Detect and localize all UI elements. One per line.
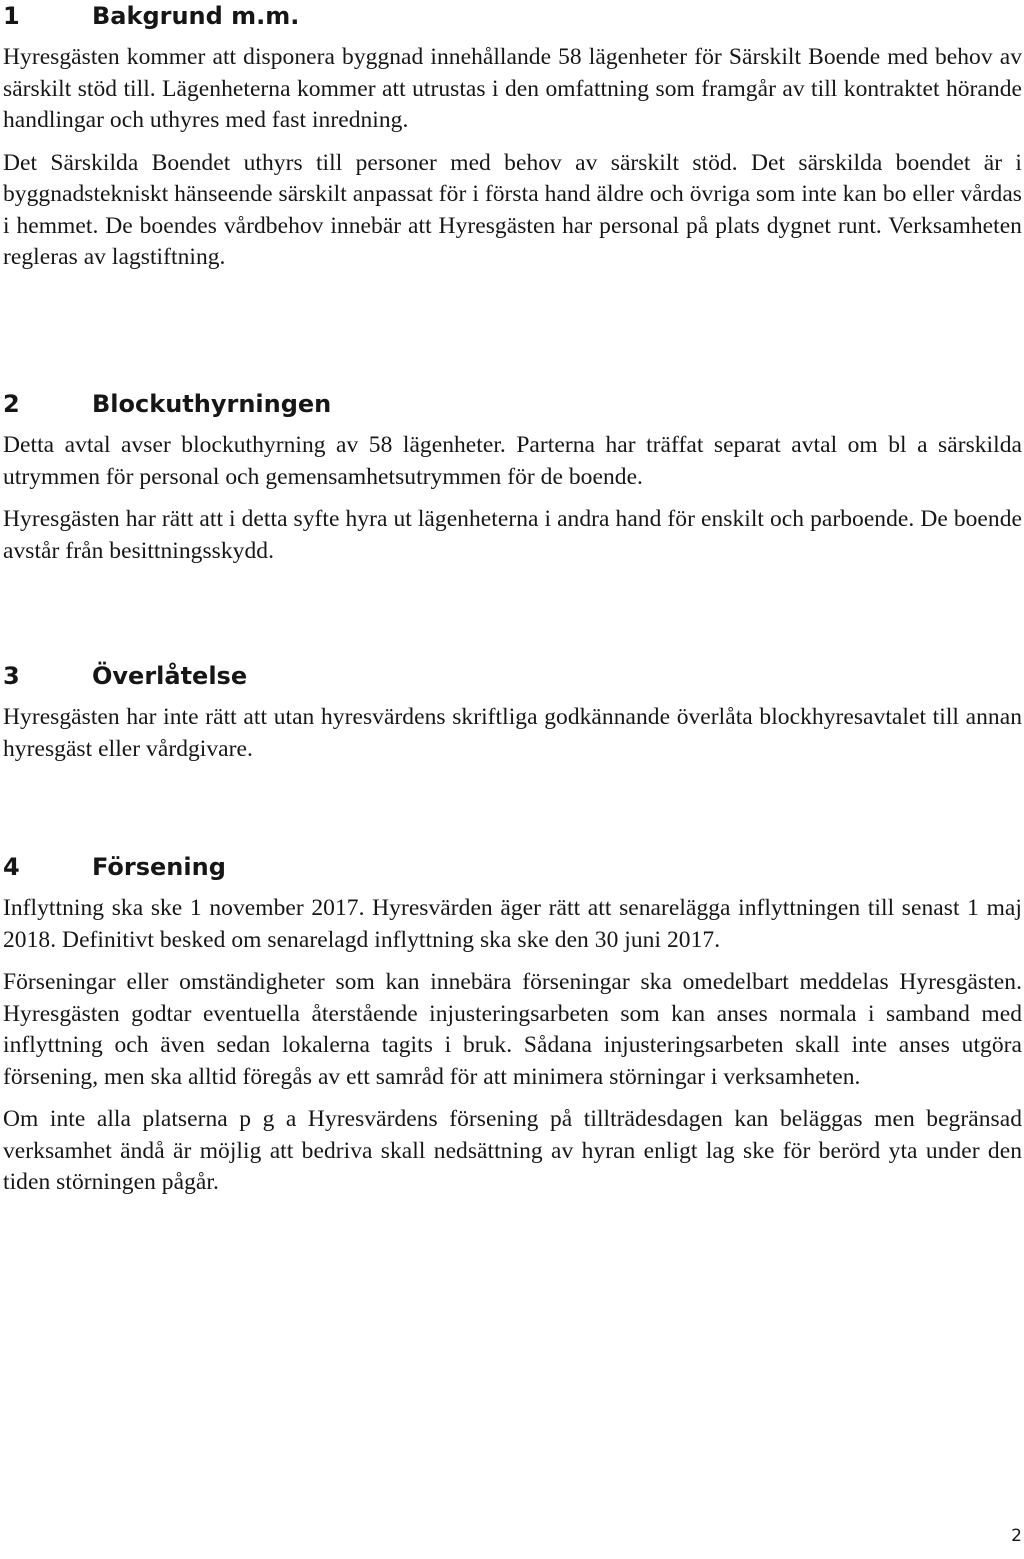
paragraph: Inflyttning ska ske 1 november 2017. Hyresvärden äger rätt att senarelägga inflyttningen till senast 1 maj 2018. Definitivt besked om senarelagd inflyttning ska ske den 30 juni 2017. (3, 895, 1022, 953)
section-number: 1 (3, 2, 20, 30)
paragraph: Hyresgästen har rätt att i detta syfte hyra ut lägenheterna i andra hand för enskilt och parboende. De boende avstår från besittningsskydd. (3, 506, 1022, 564)
paragraph: Hyresgästen kommer att disponera byggnad innehållande 58 lägenheter för Särskilt Boende med behov av särskilt stöd till. Lägenheterna kommer att utrustas i den omfattning som framgår av till kontraktet hörande handlingar och uthyres med fast inredning. (3, 44, 1022, 133)
section-2 (3, 389, 1022, 578)
section-title: Överlåtelse (92, 662, 248, 690)
section-heading (3, 1, 1022, 31)
paragraph: Detta avtal avser blockuthyrning av 58 lägenheter. Parterna har träffat separat avtal om bl a särskilda utrymmen för personal och gemensamhetsutrymmen för de boende. (3, 432, 1022, 490)
section-heading (3, 389, 1022, 419)
section-title: Bakgrund m.m. (92, 2, 300, 30)
paragraph: Det Särskilda Boendet uthyrs till personer med behov av särskilt stöd. Det särskilda boendet är i byggnadstekniskt hänseende särskilt anpassat för i första hand äldre och övriga som inte kan bo eller vårdas i hemmet. De boendes vårdbehov innebär att Hyresgästen har personal på plats dygnet runt. Verksamheten regleras av lagstiftning. (3, 149, 1022, 270)
paragraph: Hyresgästen har inte rätt att utan hyresvärdens skriftliga godkännande överlåta blockhyresavtalet till annan hyresgäst eller vårdgivare. (3, 704, 1022, 762)
section-heading (3, 852, 1022, 882)
paragraph: Förseningar eller omständigheter som kan innebära förseningar ska omedelbart meddelas Hyresgästen. Hyresgästen godtar eventuella återstående injusteringsarbeten som kan anses normala i samband med inflyttning och även sedan lokalerna tagits i bruk. Sådana injusteringsarbeten skall inte anses utgöra försening, men ska alltid föregås av ett samråd för att minimera störningar i verksamheten. (3, 969, 1022, 1090)
section-number: 3 (3, 662, 20, 690)
section-1 (3, 1, 1022, 285)
section-title: Blockuthyrningen (92, 390, 332, 418)
paragraph: Om inte alla platserna p g a Hyresvärdens försening på tillträdesdagen kan beläggas men begränsad verksamhet ändå är möjlig att bedriva skall nedsättning av hyran enligt lag ske för berörd yta under den tiden störningen pågår. (3, 1106, 1022, 1195)
section-4 (3, 852, 1022, 1210)
page-number: 2 (1011, 1526, 1022, 1546)
section-3 (3, 661, 1022, 776)
section-title: Försening (92, 853, 226, 881)
section-heading (3, 661, 1022, 691)
section-number: 2 (3, 390, 20, 418)
section-number: 4 (3, 853, 20, 881)
